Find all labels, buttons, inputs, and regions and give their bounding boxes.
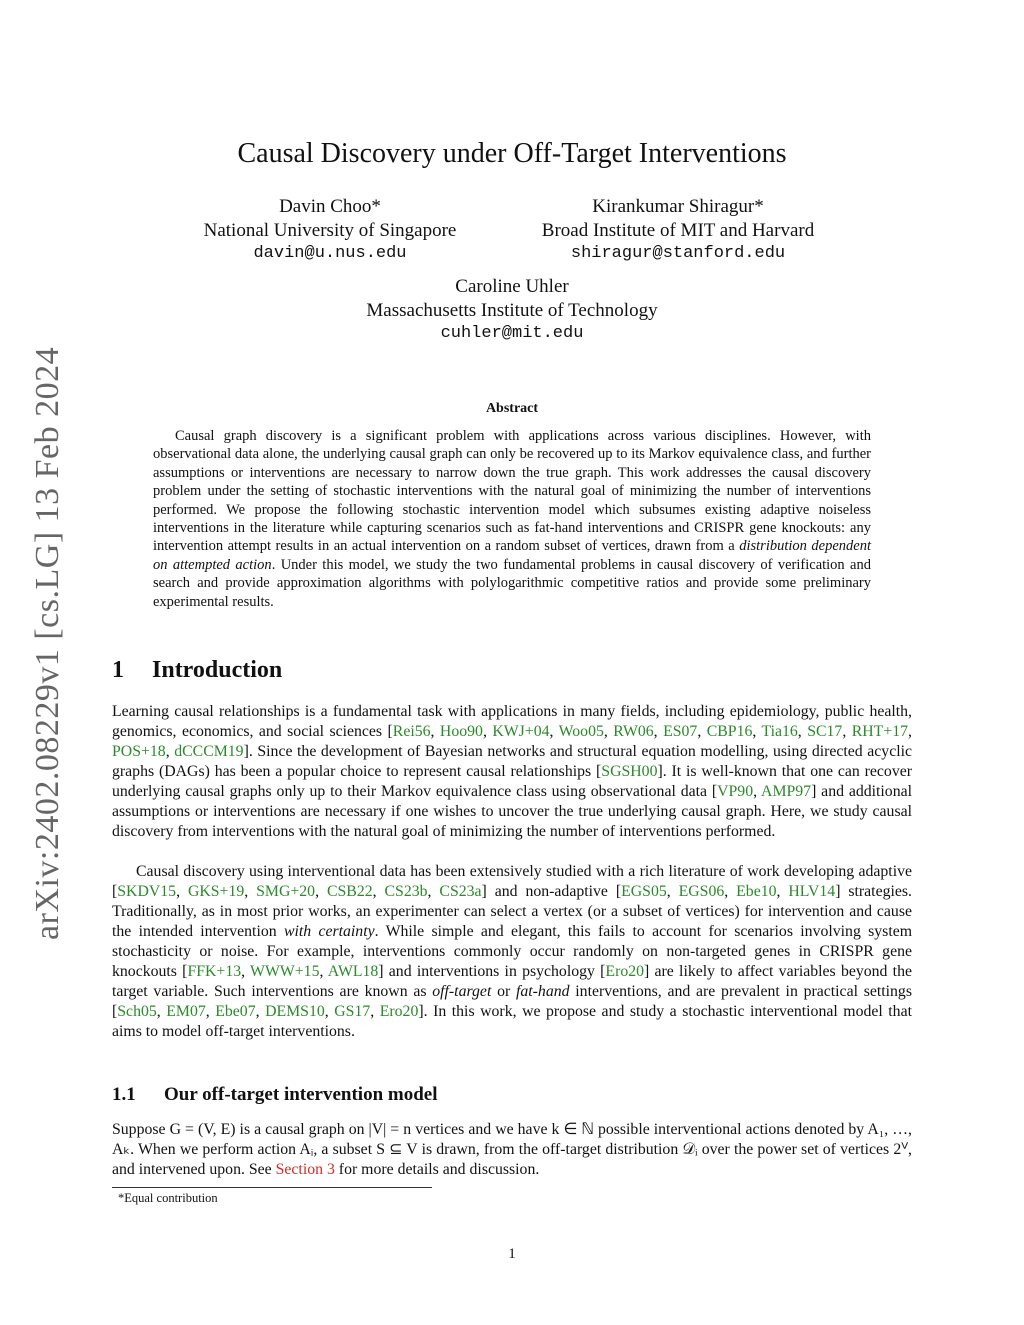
abstract-text-part: Causal graph discovery is a significant problem with applications across various disciplines. However, with observational data alone, the underlying causal graph can only be recovered up to its Markov equivalence class, and further assumptions or interventions are necessary to narrow down the true graph. This work addresses the causal discovery problem under the setting of stochastic interventions with the natural goal of minimizing the number of interventions performed. We propose the following stochastic intervention model which subsumes existing adaptive noiseless interventions in the literature while capturing scenarios such as fat-hand interventions and CRISPR gene knockouts: any intervention attempt results in an actual intervention on a random subset of vertices, drawn from a <box>153 428 871 555</box>
section-heading-introduction <box>112 657 282 684</box>
citation-link[interactable]: Hoo90 <box>439 723 483 740</box>
citation-link[interactable]: GKS+19 <box>187 883 245 900</box>
citation-link[interactable]: CSB22 <box>326 883 373 900</box>
citation-link[interactable]: RHT+17 <box>851 723 909 740</box>
section-reference-link[interactable]: Section 3 <box>275 1161 335 1178</box>
citation-link[interactable]: GS17 <box>334 1003 371 1020</box>
paragraph-text: Causal discovery using interventional data has been extensively studied with a rich literature of work developing adaptive [ <box>112 863 912 900</box>
citation-link[interactable]: Rei56 <box>392 723 431 740</box>
citation-link[interactable]: SMG+20 <box>256 883 316 900</box>
citation-list <box>605 963 644 980</box>
citation-link[interactable]: POS+18 <box>112 743 166 760</box>
citation-list: SKDV15, GKS+19, SMG+20, CSB22, CS23b, CS23a <box>117 883 482 900</box>
author-name: Davin Choo* <box>279 196 381 217</box>
abstract-heading: Abstract <box>485 401 539 416</box>
citation-link[interactable]: EM07 <box>166 1003 206 1020</box>
citation-link[interactable]: ES07 <box>663 723 698 740</box>
citation-link[interactable]: AMP97 <box>761 783 812 800</box>
author-name: Caroline Uhler <box>455 276 569 297</box>
author-affiliation: National University of Singapore <box>203 219 457 241</box>
paragraph-text: ] and additional assumptions or interventions are necessary if one wishes to uncover the true underlying causal graph. Here, we study causal discovery from interventions with the natural goal of minimizing the number of interventions performed. <box>112 783 912 840</box>
section-number: 1.1 <box>112 1084 136 1105</box>
author-email[interactable]: davin@u.nus.edu <box>253 244 407 263</box>
footnote: *Equal contribution <box>118 1191 218 1205</box>
citation-link[interactable]: SKDV15 <box>117 883 177 900</box>
emphasis-text: fat-hand <box>516 983 570 1000</box>
author-block-3 <box>312 275 712 346</box>
paragraph-text: or <box>491 983 516 1000</box>
citation-link[interactable]: Ero20 <box>379 1003 419 1020</box>
citation-list <box>601 763 657 780</box>
citation-link[interactable]: Sch05 <box>117 1003 157 1020</box>
citation-link[interactable]: SGSH00 <box>601 763 658 780</box>
citation-link[interactable]: KWJ+04 <box>492 723 550 740</box>
model-paragraph-1 <box>112 1120 912 1180</box>
author-name: Kirankumar Shiragur* <box>592 196 764 217</box>
paragraph-text: . While simple and elegant, this fails to account for scenarios involving system stochasticity or noise. For example, interventions commonly occur randomly on non-targeted genes in CRISPR gene knockouts [ <box>112 923 913 980</box>
paragraph-text: interventions, and are prevalent in practical settings [ <box>112 983 912 1020</box>
author-affiliation: Broad Institute of MIT and Harvard <box>541 219 815 241</box>
paragraph-text: ]. In this work, we propose and study a stochastic interventional model that aims to model off-target interventions. <box>112 1003 912 1040</box>
citation-link[interactable]: EGS05 <box>621 883 667 900</box>
emphasis-text: off-target <box>432 983 492 1000</box>
paragraph-text: ]. Since the development of Bayesian networks and structural equation modelling, using directed acyclic graphs (DAGs) has been a popular choice to represent causal relationships [ <box>112 743 912 780</box>
citation-list: EGS05, EGS06, Ebe10, HLV14 <box>621 883 836 900</box>
subsection-heading-model <box>112 1084 438 1106</box>
abstract-text <box>153 427 871 611</box>
section-number: 1 <box>112 657 124 683</box>
author-block-1 <box>170 195 490 266</box>
citation-link[interactable]: SC17 <box>807 723 843 740</box>
citation-link[interactable]: CS23b <box>384 883 428 900</box>
paragraph-text: ] and non-adaptive [ <box>481 883 622 900</box>
citation-link[interactable]: Woo05 <box>558 723 604 740</box>
author-block-2 <box>508 195 848 266</box>
citation-link[interactable]: Ebe07 <box>215 1003 256 1020</box>
arxiv-identifier-stamp: arXiv:2402.08229v1 [cs.LG] 13 Feb 2024 <box>29 346 66 940</box>
author-email[interactable]: shiragur@stanford.edu <box>570 244 786 263</box>
citation-link[interactable]: Ebe10 <box>736 883 777 900</box>
abstract-emphasis: distribution dependent on attempted action <box>153 538 872 573</box>
author-affiliation: Massachusetts Institute of Technology <box>366 299 658 321</box>
paragraph-text: ] are likely to affect variables beyond the target variable. Such interventions are known as <box>112 963 912 1000</box>
citation-link[interactable]: DEMS10 <box>265 1003 325 1020</box>
citation-link[interactable]: CS23a <box>439 883 482 900</box>
citation-link[interactable]: VP90 <box>717 783 754 800</box>
paragraph-text: Learning causal relationships is a fundamental task with applications in many fields, including epidemiology, public health, genomics, economics, and social sciences [ <box>112 703 912 740</box>
page-number: 1 <box>508 1246 516 1262</box>
paragraph-text: ]. It is well-known that one can recover underlying causal graphs only up to their Markov equivalence class using observational data [ <box>112 763 912 800</box>
citation-link[interactable]: FFK+13 <box>187 963 242 980</box>
citation-list: FFK+13, WWW+15, AWL18 <box>187 963 379 980</box>
section-title: Introduction <box>152 657 283 683</box>
citation-link[interactable]: EGS06 <box>678 883 725 900</box>
footnote-divider <box>112 1187 432 1188</box>
paragraph-text: ] strategies. Traditionally, as in most prior works, an experimenter can select a vertex (or a subset of vertices) for intervention and cause the intended intervention <box>112 883 912 940</box>
citation-list: Rei56, Hoo90, KWJ+04, Woo05, RW06, ES07, CBP16, Tia16, SC17, RHT+17, POS+18, dCCCM19 <box>112 723 912 760</box>
paragraph-text: ] and interventions in psychology [ <box>378 963 606 980</box>
citation-link[interactable]: Ero20 <box>605 963 645 980</box>
citation-list: Sch05, EM07, Ebe07, DEMS10, GS17, Ero20 <box>117 1003 419 1020</box>
author-email[interactable]: cuhler@mit.edu <box>440 324 584 343</box>
citation-link[interactable]: Tia16 <box>761 723 798 740</box>
abstract-text-part: . Under this model, we study the two fundamental problems in causal discovery of verification and search and provide approximation algorithms with polylogarithmic competitive ratios and provide some preliminary experimental results. <box>153 556 871 610</box>
citation-list: VP90, AMP97 <box>717 783 812 800</box>
section-title: Our off-target intervention model <box>164 1084 438 1105</box>
paragraph-text: for more details and discussion. <box>334 1161 540 1178</box>
citation-link[interactable]: HLV14 <box>788 883 836 900</box>
emphasis-text: with certainty <box>283 923 375 940</box>
intro-paragraph-2 <box>112 862 912 1042</box>
citation-link[interactable]: AWL18 <box>327 963 379 980</box>
paragraph-text: Suppose G = (V, E) is a causal graph on |V| = n vertices and we have k ∈ ℕ possible interventional actions denoted by A₁, …, Aₖ. When we perform action Aᵢ, a subset S ⊆ V is drawn, from the off-target distribution 𝒟ᵢ over the power set of vertices 2ⱽ, and intervened upon. See <box>112 1121 912 1178</box>
intro-paragraph-1 <box>112 702 912 842</box>
paper-title: Causal Discovery under Off-Target Interventions <box>237 138 787 169</box>
citation-link[interactable]: WWW+15 <box>250 963 320 980</box>
citation-link[interactable]: RW06 <box>613 723 654 740</box>
citation-link[interactable]: dCCCM19 <box>174 743 244 760</box>
citation-link[interactable]: CBP16 <box>706 723 753 740</box>
